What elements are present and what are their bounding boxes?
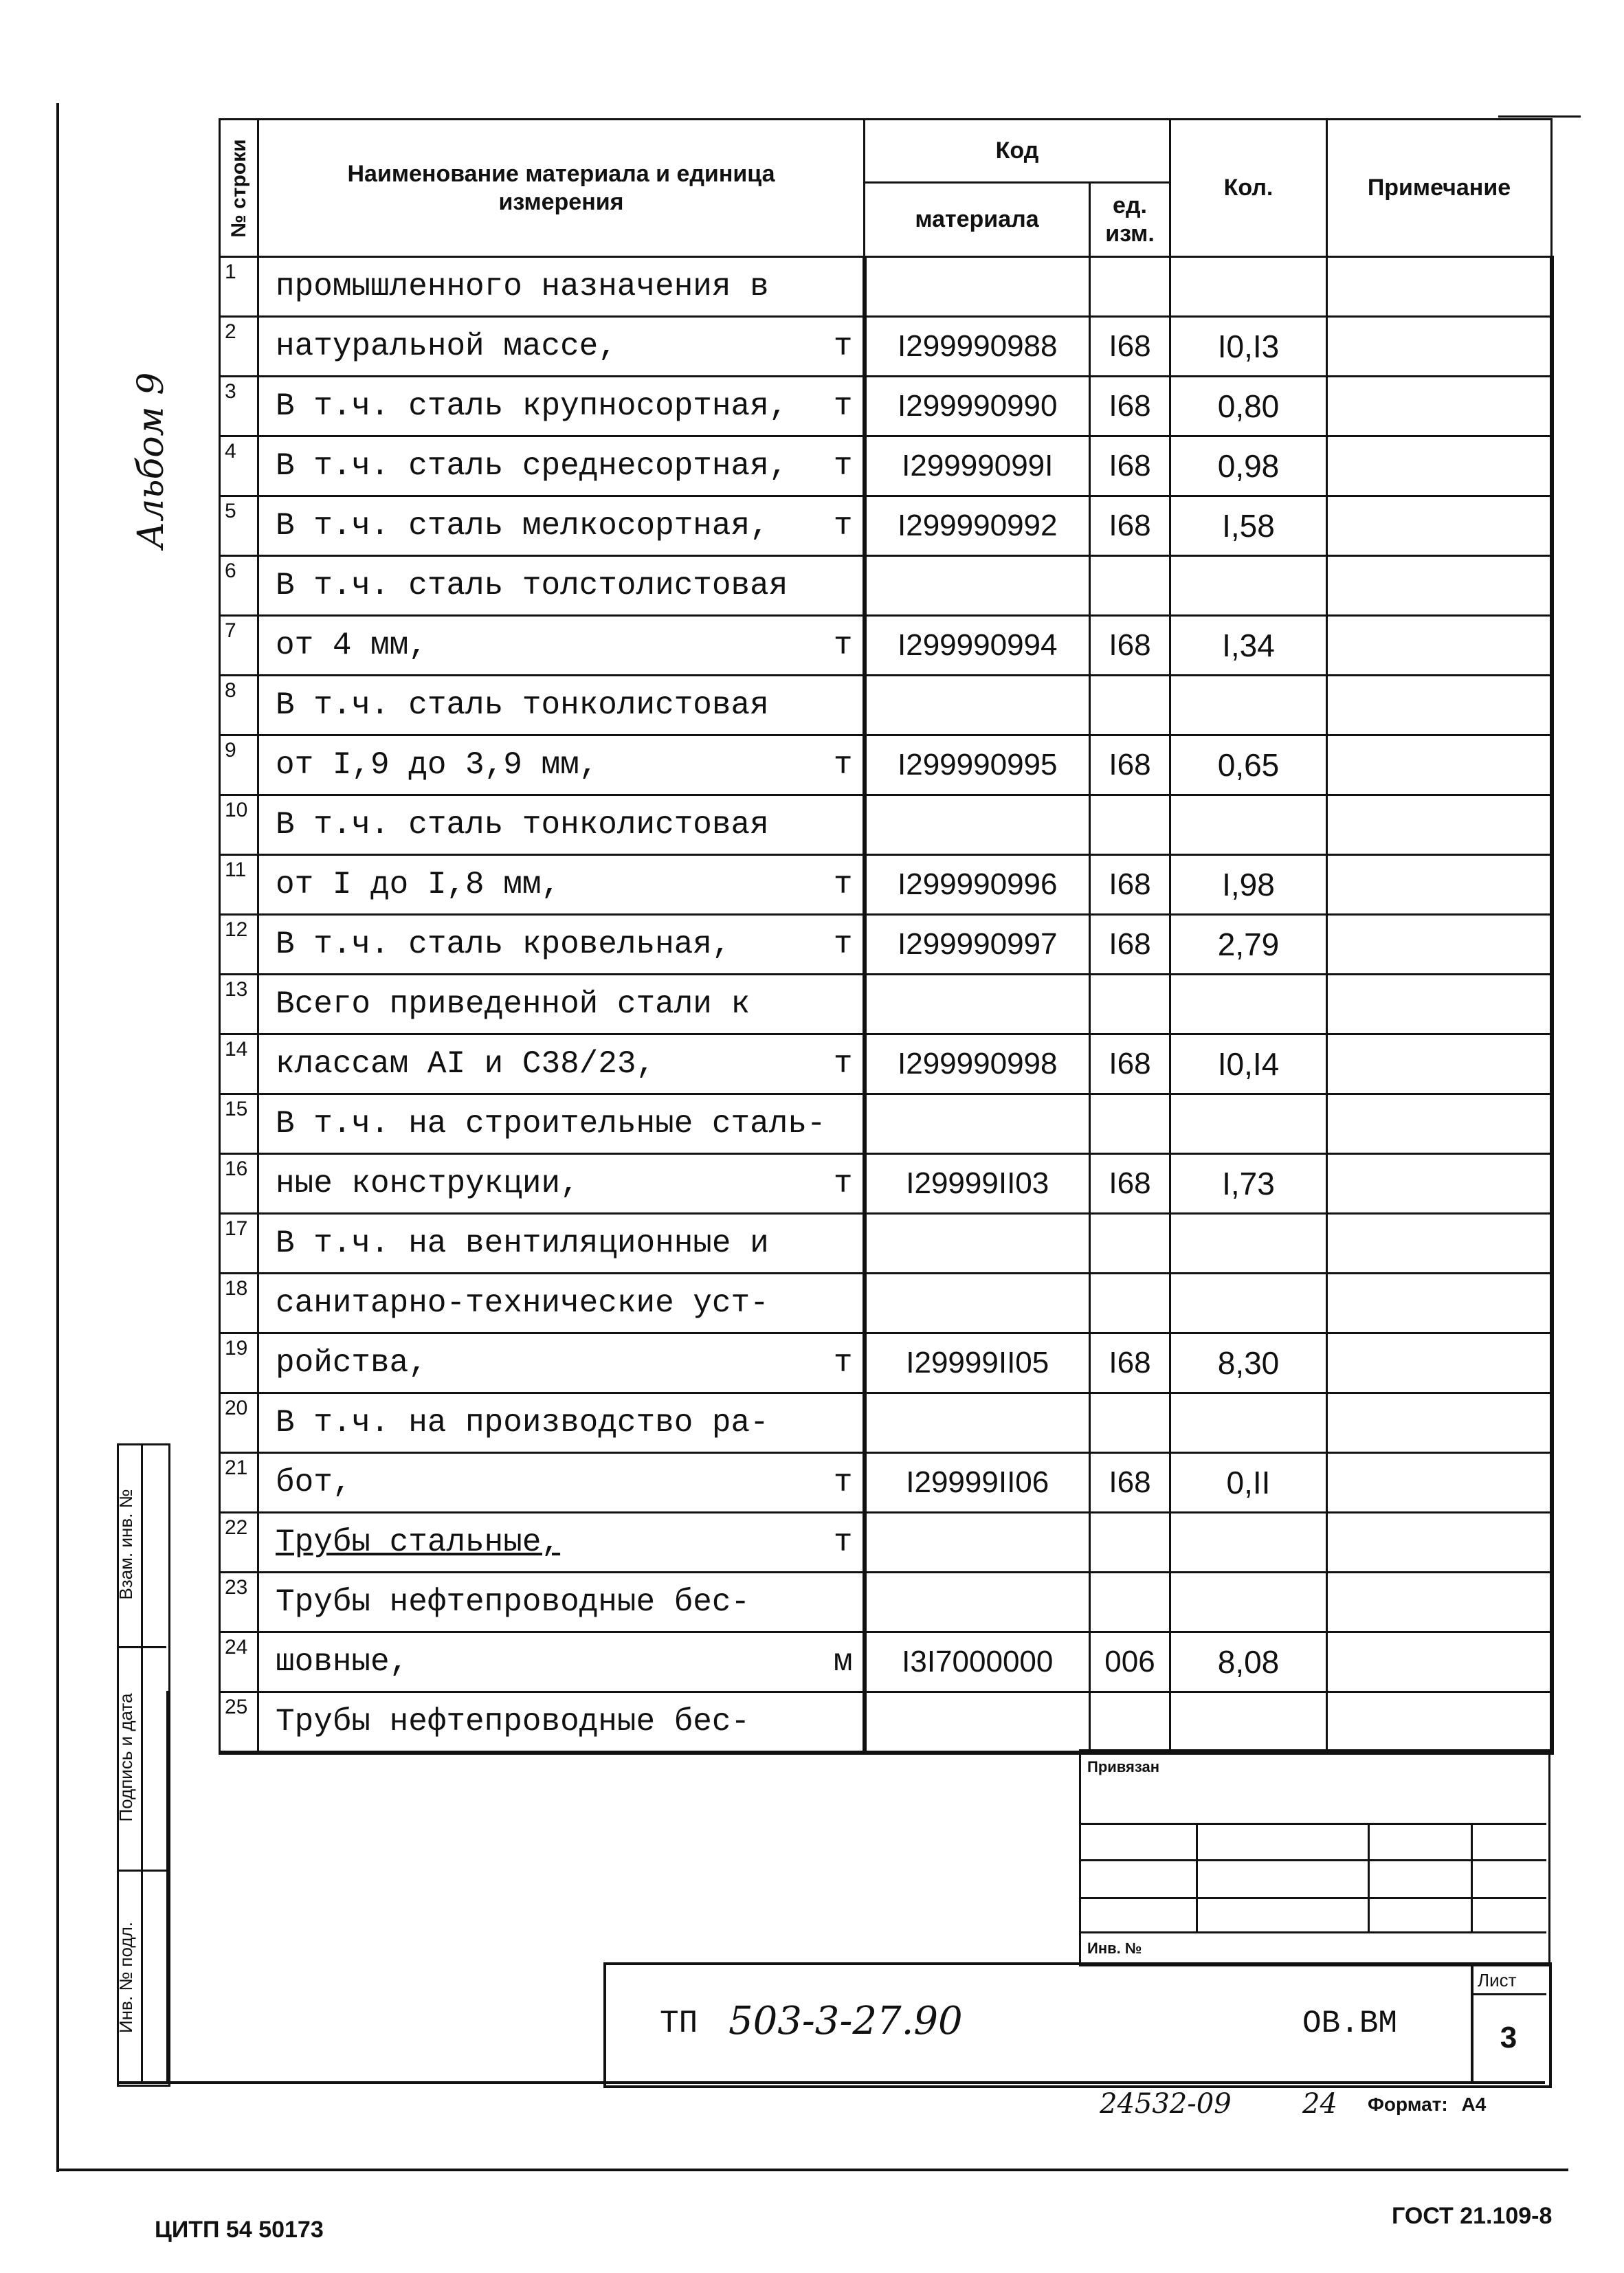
header-code-material: материала xyxy=(865,183,1090,257)
material-name: натуральной массе, xyxy=(276,329,617,364)
material-name-cell xyxy=(258,1453,865,1513)
unit-code: I68 xyxy=(1090,496,1170,556)
unit-code xyxy=(1090,1692,1170,1753)
table-row xyxy=(220,377,1552,436)
note xyxy=(1327,735,1552,795)
note xyxy=(1327,676,1552,735)
table-row xyxy=(220,317,1552,377)
quantity xyxy=(1170,257,1327,317)
material-name: В т.ч. сталь крупносортная, xyxy=(276,388,788,424)
material-name-cell xyxy=(258,1632,865,1692)
material-name-cell xyxy=(258,1692,865,1753)
note xyxy=(1327,1573,1552,1632)
row-number: 3 xyxy=(220,377,258,436)
quantity: I,98 xyxy=(1170,855,1327,915)
header-code: Код xyxy=(865,120,1170,183)
material-code xyxy=(865,1214,1090,1274)
material-name-cell xyxy=(258,975,865,1034)
material-name-cell xyxy=(258,855,865,915)
material-code xyxy=(865,1513,1090,1573)
quantity xyxy=(1170,1094,1327,1154)
unit-code xyxy=(1090,1214,1170,1274)
table-row xyxy=(220,735,1552,795)
quantity: 2,79 xyxy=(1170,915,1327,975)
material-name-cell xyxy=(258,436,865,496)
note xyxy=(1327,1154,1552,1214)
doc-number: 503-3-27.90 xyxy=(728,1999,963,2043)
material-code xyxy=(865,1573,1090,1632)
material-name: В т.ч. сталь среднесортная, xyxy=(276,448,788,484)
material-unit: т xyxy=(833,388,853,424)
row-number: 1 xyxy=(220,257,258,317)
pb-h3 xyxy=(1079,1897,1546,1899)
quantity xyxy=(1170,556,1327,616)
table-row xyxy=(220,676,1552,735)
unit-code xyxy=(1090,1393,1170,1453)
row-number: 9 xyxy=(220,735,258,795)
quantity xyxy=(1170,1513,1327,1573)
unit-code: I68 xyxy=(1090,1333,1170,1393)
row-number: 21 xyxy=(220,1453,258,1513)
pb-v1 xyxy=(1196,1823,1198,1933)
quantity: 0,II xyxy=(1170,1453,1327,1513)
unit-code xyxy=(1090,556,1170,616)
note xyxy=(1327,1034,1552,1094)
material-unit: т xyxy=(833,448,853,484)
material-code xyxy=(865,676,1090,735)
material-name: ройства, xyxy=(276,1345,427,1381)
material-name: В т.ч. сталь тонколистовая xyxy=(276,687,769,723)
material-name-cell xyxy=(258,915,865,975)
table-row xyxy=(220,1393,1552,1453)
table-row xyxy=(220,436,1552,496)
note xyxy=(1327,1274,1552,1333)
side-stamp-inner-line xyxy=(141,1443,143,2083)
header-note: Примечание xyxy=(1327,120,1552,257)
unit-code xyxy=(1090,257,1170,317)
material-code xyxy=(865,1274,1090,1333)
quantity xyxy=(1170,1274,1327,1333)
table-row xyxy=(220,855,1552,915)
quantity: 8,08 xyxy=(1170,1632,1327,1692)
row-number: 11 xyxy=(220,855,258,915)
table-row xyxy=(220,1274,1552,1333)
material-name-cell xyxy=(258,1513,865,1573)
material-unit: т xyxy=(833,927,853,962)
material-unit: т xyxy=(833,1345,853,1381)
note xyxy=(1327,915,1552,975)
unit-code: I68 xyxy=(1090,377,1170,436)
row-number: 6 xyxy=(220,556,258,616)
material-code: I299990996 xyxy=(865,855,1090,915)
quantity: 8,30 xyxy=(1170,1333,1327,1393)
material-code: I299990997 xyxy=(865,915,1090,975)
quantity: 0,98 xyxy=(1170,436,1327,496)
material-name: В т.ч. на вентиляционные и xyxy=(276,1226,769,1261)
material-name-cell xyxy=(258,1573,865,1632)
material-unit: т xyxy=(833,1166,853,1201)
note xyxy=(1327,556,1552,616)
note xyxy=(1327,1632,1552,1692)
material-name-cell xyxy=(258,676,865,735)
material-unit: т xyxy=(833,628,853,663)
pb-v3 xyxy=(1471,1823,1473,1933)
material-name: от I до I,8 мм, xyxy=(276,867,561,902)
row-number: 25 xyxy=(220,1692,258,1753)
material-name: от I,9 до 3,9 мм, xyxy=(276,747,599,783)
table-row xyxy=(220,496,1552,556)
material-name: шовные, xyxy=(276,1644,409,1680)
pb-h1 xyxy=(1079,1823,1546,1825)
table-row xyxy=(220,556,1552,616)
tb-left-rule xyxy=(166,1691,168,2083)
material-code: I299990994 xyxy=(865,616,1090,676)
frame-top-stub xyxy=(1498,115,1581,118)
material-code: I29999II05 xyxy=(865,1333,1090,1393)
pb-v2 xyxy=(1368,1823,1370,1933)
material-code xyxy=(865,1094,1090,1154)
row-number: 7 xyxy=(220,616,258,676)
unit-code: I68 xyxy=(1090,1154,1170,1214)
unit-code: I68 xyxy=(1090,436,1170,496)
material-name: В т.ч. сталь мелкосортная, xyxy=(276,508,769,544)
row-number: 14 xyxy=(220,1034,258,1094)
quantity: I,34 xyxy=(1170,616,1327,676)
material-code: I3I7000000 xyxy=(865,1632,1090,1692)
row-number: 8 xyxy=(220,676,258,735)
note xyxy=(1327,496,1552,556)
frame-bottom-line xyxy=(56,2169,1568,2171)
material-name-cell xyxy=(258,735,865,795)
material-code xyxy=(865,1393,1090,1453)
material-unit: т xyxy=(833,508,853,544)
table-row xyxy=(220,1034,1552,1094)
material-code: I299990998 xyxy=(865,1034,1090,1094)
material-name-cell xyxy=(258,1214,865,1274)
row-number: 4 xyxy=(220,436,258,496)
row-number: 24 xyxy=(220,1632,258,1692)
material-code xyxy=(865,1692,1090,1753)
header-code-unit: ед. изм. xyxy=(1090,183,1170,257)
inv-no-label: Инв. № xyxy=(1087,1940,1142,1957)
material-code xyxy=(865,975,1090,1034)
material-name: промышленного назначения в xyxy=(276,269,769,304)
material-code xyxy=(865,556,1090,616)
table-row xyxy=(220,1632,1552,1692)
privyazan-block xyxy=(1079,1749,1550,1966)
material-name: В т.ч. сталь кровельная, xyxy=(276,927,731,962)
sheet-cell-sep xyxy=(1471,1993,1546,1995)
material-name-cell xyxy=(258,1154,865,1214)
material-code: I29999II03 xyxy=(865,1154,1090,1214)
material-name-cell xyxy=(258,1274,865,1333)
material-name: Трубы нефтепроводные бес- xyxy=(276,1704,750,1740)
note xyxy=(1327,1513,1552,1573)
row-number: 10 xyxy=(220,795,258,855)
quantity xyxy=(1170,795,1327,855)
material-code: I299990988 xyxy=(865,317,1090,377)
format-label xyxy=(1368,2094,1486,2116)
table-row xyxy=(220,1214,1552,1274)
header-qty: Кол. xyxy=(1170,120,1327,257)
archive-number: 24532-09 xyxy=(1100,2088,1232,2120)
header-name: Наименование материала и единица измерения xyxy=(258,120,865,257)
material-name-cell xyxy=(258,496,865,556)
note xyxy=(1327,317,1552,377)
doc-suffix: ОВ.ВМ xyxy=(1302,2006,1398,2041)
note xyxy=(1327,795,1552,855)
material-code: I29999II06 xyxy=(865,1453,1090,1513)
material-unit: т xyxy=(833,1046,853,1082)
material-name: В т.ч. на производство ра- xyxy=(276,1405,769,1441)
row-number: 12 xyxy=(220,915,258,975)
stamp-podpis-data: Подпись и дата xyxy=(115,1693,136,1822)
material-name: В т.ч. сталь тонколистовая xyxy=(276,807,769,843)
row-number: 22 xyxy=(220,1513,258,1573)
row-number: 23 xyxy=(220,1573,258,1632)
row-number: 18 xyxy=(220,1274,258,1333)
material-unit: т xyxy=(833,867,853,902)
table-row xyxy=(220,257,1552,317)
materials-table xyxy=(219,118,1554,1755)
unit-code xyxy=(1090,1094,1170,1154)
privyazan-label: Привязан xyxy=(1087,1758,1160,1775)
table-row xyxy=(220,1154,1552,1214)
table-row xyxy=(220,795,1552,855)
unit-code: I68 xyxy=(1090,915,1170,975)
unit-code: I68 xyxy=(1090,1034,1170,1094)
publisher: ЦИТП 54 50173 xyxy=(155,2217,324,2243)
quantity xyxy=(1170,676,1327,735)
material-code: I29999099I xyxy=(865,436,1090,496)
note xyxy=(1327,436,1552,496)
note xyxy=(1327,377,1552,436)
archive-sheet: 24 xyxy=(1302,2088,1337,2120)
unit-code: I68 xyxy=(1090,855,1170,915)
stamp-vzam-inv: Взам. инв. № xyxy=(115,1489,136,1600)
material-name-cell xyxy=(258,257,865,317)
album-note: Альбом 9 xyxy=(131,372,172,549)
pb-h4 xyxy=(1079,1931,1546,1933)
sheet-label: Лист xyxy=(1478,1970,1517,1991)
pb-h2 xyxy=(1079,1859,1546,1861)
quantity: I,58 xyxy=(1170,496,1327,556)
unit-code: 006 xyxy=(1090,1632,1170,1692)
material-name: бот, xyxy=(276,1465,352,1500)
material-name-cell xyxy=(258,377,865,436)
material-unit: т xyxy=(833,329,853,364)
unit-code xyxy=(1090,1513,1170,1573)
note xyxy=(1327,1453,1552,1513)
material-name: В т.ч. на строительные сталь- xyxy=(276,1106,826,1142)
quantity xyxy=(1170,975,1327,1034)
note xyxy=(1327,855,1552,915)
row-number: 20 xyxy=(220,1393,258,1453)
format-label-text: Формат xyxy=(1368,2094,1442,2115)
unit-code xyxy=(1090,1274,1170,1333)
material-code: I299990992 xyxy=(865,496,1090,556)
material-unit: т xyxy=(833,1524,853,1560)
gost: ГОСТ 21.109-8 xyxy=(1392,2203,1553,2229)
row-number: 19 xyxy=(220,1333,258,1393)
material-code xyxy=(865,795,1090,855)
unit-code xyxy=(1090,975,1170,1034)
format-value: А4 xyxy=(1461,2094,1487,2115)
table-row xyxy=(220,975,1552,1034)
material-code xyxy=(865,257,1090,317)
material-name: классам AI и C38/23, xyxy=(276,1046,656,1082)
material-unit: м xyxy=(833,1644,853,1680)
table-row xyxy=(220,1094,1552,1154)
note xyxy=(1327,257,1552,317)
material-name-cell xyxy=(258,1034,865,1094)
unit-code: I68 xyxy=(1090,735,1170,795)
unit-code xyxy=(1090,676,1170,735)
stamp-inv-podl: Инв. № подл. xyxy=(115,1922,136,2033)
note xyxy=(1327,1692,1552,1753)
material-unit: т xyxy=(833,1465,853,1500)
material-name-cell xyxy=(258,795,865,855)
quantity: I,73 xyxy=(1170,1154,1327,1214)
table-row xyxy=(220,1513,1552,1573)
row-number: 5 xyxy=(220,496,258,556)
sheet-cell-left xyxy=(1471,1962,1473,2083)
doc-prefix: ТП xyxy=(660,2006,698,2041)
quantity xyxy=(1170,1692,1327,1753)
row-number: 17 xyxy=(220,1214,258,1274)
material-name: Трубы нефтепроводные бес- xyxy=(276,1584,750,1620)
quantity: 0,65 xyxy=(1170,735,1327,795)
unit-code xyxy=(1090,795,1170,855)
note xyxy=(1327,1393,1552,1453)
note xyxy=(1327,975,1552,1034)
header-row-no: № строки xyxy=(220,120,258,257)
material-name: ные конструкции, xyxy=(276,1166,579,1201)
material-name: В т.ч. сталь толстолистовая xyxy=(276,568,788,603)
material-name-cell xyxy=(258,317,865,377)
table-row xyxy=(220,915,1552,975)
material-code: I299990995 xyxy=(865,735,1090,795)
note xyxy=(1327,1333,1552,1393)
table-row xyxy=(220,616,1552,676)
note xyxy=(1327,1214,1552,1274)
material-code: I299990990 xyxy=(865,377,1090,436)
quantity xyxy=(1170,1573,1327,1632)
quantity: I0,I4 xyxy=(1170,1034,1327,1094)
frame-left-line xyxy=(56,103,59,2172)
quantity: I0,I3 xyxy=(1170,317,1327,377)
note xyxy=(1327,616,1552,676)
material-name: от 4 мм, xyxy=(276,628,427,663)
row-number: 2 xyxy=(220,317,258,377)
side-stamp-sep2 xyxy=(117,1870,166,1872)
material-unit: т xyxy=(833,747,853,783)
material-name-cell xyxy=(258,1333,865,1393)
format-colon: : xyxy=(1441,2094,1448,2115)
note xyxy=(1327,1094,1552,1154)
material-name: Всего приведенной стали к xyxy=(276,986,750,1022)
row-number: 16 xyxy=(220,1154,258,1214)
unit-code: I68 xyxy=(1090,616,1170,676)
table-row xyxy=(220,1573,1552,1632)
row-number: 13 xyxy=(220,975,258,1034)
unit-code: I68 xyxy=(1090,1453,1170,1513)
material-name-cell xyxy=(258,1393,865,1453)
table-row xyxy=(220,1333,1552,1393)
material-name: Трубы стальные, xyxy=(276,1524,561,1560)
unit-code: I68 xyxy=(1090,317,1170,377)
quantity xyxy=(1170,1214,1327,1274)
table-row xyxy=(220,1692,1552,1753)
unit-code xyxy=(1090,1573,1170,1632)
material-name-cell xyxy=(258,1094,865,1154)
material-name: санитарно-технические уст- xyxy=(276,1285,769,1321)
material-name-cell xyxy=(258,616,865,676)
quantity: 0,80 xyxy=(1170,377,1327,436)
table-row xyxy=(220,1453,1552,1513)
quantity xyxy=(1170,1393,1327,1453)
material-name-cell xyxy=(258,556,865,616)
sheet-number: 3 xyxy=(1500,2021,1517,2054)
row-number: 15 xyxy=(220,1094,258,1154)
